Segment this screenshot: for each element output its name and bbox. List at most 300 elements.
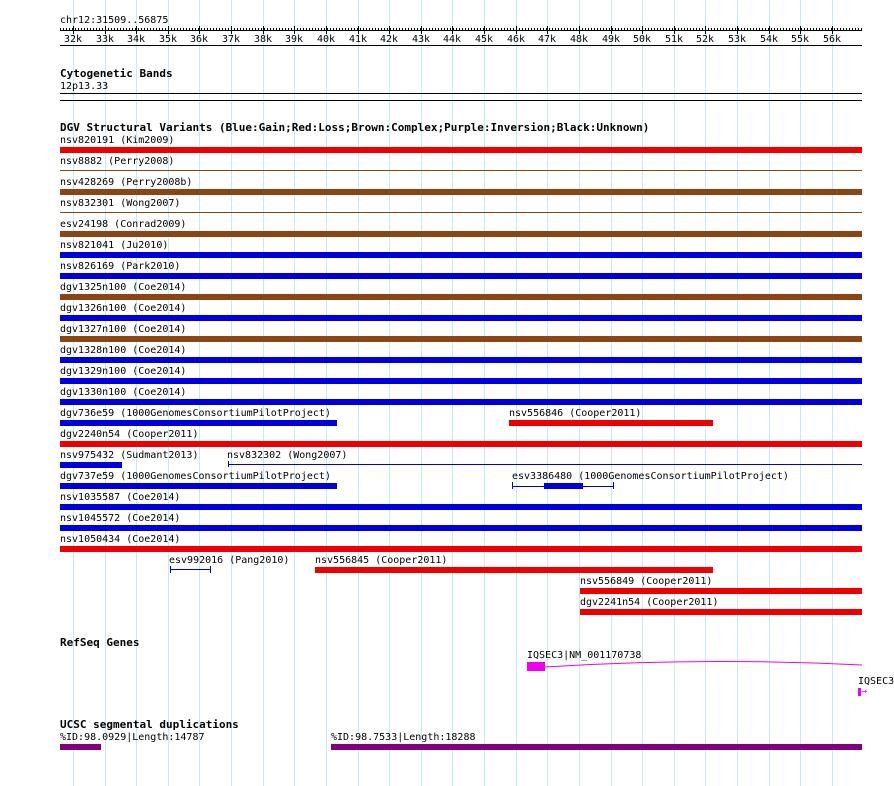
dgv-feature-esv992016-start [170,566,171,573]
ruler-minor-tick [252,28,253,31]
ruler-minor-tick [597,28,598,31]
dgv-label-esv3386480[interactable]: esv3386480 (1000GenomesConsortiumPilotProject) [512,471,789,482]
dgv-label-nsv1035587[interactable]: nsv1035587 (Coe2014) [60,492,181,503]
ruler-minor-tick [438,28,439,31]
ruler-minor-tick [126,28,127,31]
dgv-label-nsv1050434[interactable]: nsv1050434 (Coe2014) [60,534,181,545]
ruler-tick-label: 42k [379,34,399,45]
ruler-minor-tick [309,28,310,31]
dgv-feature-nsv832301[interactable] [60,212,862,213]
ruler-minor-tick [513,28,514,31]
dgv-label-nsv556845[interactable]: nsv556845 (Cooper2011) [315,555,448,566]
dgv-feature-nsv556846[interactable] [509,420,713,426]
ruler-minor-tick [303,28,304,31]
ruler-minor-tick [630,28,631,31]
ruler-minor-tick [399,28,400,31]
dgv-label-dgv1325n100[interactable]: dgv1325n100 (Coe2014) [60,282,187,293]
ruler-minor-tick [192,28,193,31]
ruler-minor-tick [93,28,94,31]
ruler-minor-tick [429,28,430,31]
dgv-feature-nsv826169[interactable] [60,273,862,279]
ruler-minor-tick [492,28,493,31]
ruler-minor-tick [288,28,289,31]
ruler-minor-tick [261,28,262,31]
ruler-minor-tick [651,28,652,31]
dgv-label-nsv556846[interactable]: nsv556846 (Cooper2011) [509,408,642,419]
ruler-minor-tick [243,28,244,31]
dgv-label-dgv1326n100[interactable]: dgv1326n100 (Coe2014) [60,303,187,314]
segdup-label-2[interactable]: %ID:98.7533|Length:18288 [331,732,476,743]
ruler-tick-label: 52k [695,34,715,45]
ruler-minor-tick [360,28,361,31]
ruler-minor-tick [606,28,607,31]
ruler-tick-label: 41k [348,34,368,45]
grid-line [452,0,453,786]
ruler-minor-tick [804,28,805,31]
dgv-label-dgv1327n100[interactable]: dgv1327n100 (Coe2014) [60,324,187,335]
dgv-label-nsv821041[interactable]: nsv821041 (Ju2010) [60,240,169,251]
dgv-feature-nsv428269[interactable] [60,189,862,195]
ruler-minor-tick [834,28,835,31]
ruler-minor-tick [393,28,394,31]
ruler-tick [73,26,74,34]
ruler-minor-tick [381,28,382,31]
ruler-minor-tick [636,28,637,31]
ruler-minor-tick [111,28,112,31]
ruler-minor-tick [624,28,625,31]
ruler-minor-tick [330,28,331,31]
ruler-minor-tick [510,28,511,31]
ruler-minor-tick [81,28,82,31]
ruler-minor-tick [777,28,778,31]
dgv-feature-dgv1330n100[interactable] [60,399,862,405]
grid-line [484,0,485,786]
ruler-minor-tick [543,28,544,31]
ruler-minor-tick [681,28,682,31]
segdup-feature-2[interactable] [331,744,862,750]
ruler-minor-tick [369,28,370,31]
ruler-tick-label: 54k [759,34,779,45]
ruler-minor-tick [849,28,850,31]
dgv-label-dgv736e59[interactable]: dgv736e59 (1000GenomesConsortiumPilotProject) [60,408,331,419]
ruler-minor-tick [246,28,247,31]
ruler-minor-tick [789,28,790,31]
ruler-minor-tick [222,28,223,31]
ruler-minor-tick [300,28,301,31]
ruler-minor-tick [570,28,571,31]
ruler-tick-label: 47k [537,34,557,45]
ruler-minor-tick [348,28,349,31]
ruler-minor-tick [342,28,343,31]
ruler-minor-tick [66,28,67,31]
ruler-tick-label: 33k [95,34,115,45]
ruler-minor-tick [531,28,532,31]
dgv-label-nsv8882[interactable]: nsv8882 (Perry2008) [60,156,175,167]
ruler-minor-tick [657,28,658,31]
ruler-minor-tick [183,28,184,31]
ruler-minor-tick [756,28,757,31]
ruler-minor-tick [528,28,529,31]
dgv-label-nsv428269[interactable]: nsv428269 (Perry2008b) [60,177,193,188]
ruler-minor-tick [699,28,700,31]
ruler-minor-tick [792,28,793,31]
ruler-minor-tick [351,28,352,31]
ruler-tick-label: 37k [221,34,241,45]
ruler-minor-tick [672,28,673,31]
ruler-minor-tick [831,28,832,31]
ruler-minor-tick [378,28,379,31]
ruler-minor-tick [318,28,319,31]
ruler-tick-label: 56k [822,34,842,45]
ruler-minor-tick [735,28,736,31]
ruler-minor-tick [426,28,427,31]
dgv-feature-nsv832302[interactable] [228,464,862,465]
ruler-minor-tick [147,28,148,31]
ruler-minor-tick [750,28,751,31]
dgv-feature-esv3386480-block[interactable] [544,483,583,489]
ruler-minor-tick [837,28,838,31]
ruler-minor-tick [525,28,526,31]
dgv-feature-nsv821041[interactable] [60,252,862,258]
ruler-minor-tick [294,28,295,31]
ruler-minor-tick [456,28,457,31]
ruler-minor-tick [219,28,220,31]
refseq-gene-intron-1[interactable] [545,659,862,669]
ruler-minor-tick [387,28,388,31]
ruler-minor-tick [519,28,520,31]
ruler-minor-tick [162,28,163,31]
ruler-minor-tick [840,28,841,31]
ruler-tick-label: 50k [632,34,652,45]
ruler-minor-tick [333,28,334,31]
ruler-minor-tick [84,28,85,31]
ruler-minor-tick [144,28,145,31]
ruler-minor-tick [549,28,550,31]
dgv-feature-nsv556849[interactable] [580,588,862,594]
ruler-minor-tick [249,28,250,31]
ruler-minor-tick [501,28,502,31]
ruler-minor-tick [414,28,415,31]
ruler-minor-tick [237,28,238,31]
ruler-minor-tick [720,28,721,31]
ruler-minor-tick [354,28,355,31]
ruler-minor-tick [408,28,409,31]
ruler-minor-tick [327,28,328,31]
ruler-minor-tick [483,28,484,31]
ruler-minor-tick [459,28,460,31]
dgv-feature-dgv1327n100[interactable] [60,336,862,342]
ruler-minor-tick [471,28,472,31]
dgv-track-title[interactable]: DGV Structural Variants (Blue:Gain;Red:Loss;Brown:Complex;Purple:Inversion;Black:Unknown) [60,121,650,134]
ruler-minor-tick [480,28,481,31]
ruler-minor-tick [816,28,817,31]
ruler-minor-tick [498,28,499,31]
ruler-minor-tick [675,28,676,31]
ruler-minor-tick [240,28,241,31]
ruler-coordinate: chr12:31509..56875 [60,15,169,26]
dgv-feature-dgv1326n100[interactable] [60,315,862,321]
ruler-minor-tick [567,28,568,31]
ruler-minor-tick [690,28,691,31]
ruler-minor-tick [210,28,211,31]
dgv-label-dgv1328n100[interactable]: dgv1328n100 (Coe2014) [60,345,187,356]
dgv-feature-esv992016[interactable] [170,569,211,570]
strand-arrow-icon: → [861,686,868,697]
ruler-minor-tick [732,28,733,31]
ruler-minor-tick [444,28,445,31]
ruler-minor-tick [705,28,706,31]
ruler-minor-tick [618,28,619,31]
dgv-feature-dgv1329n100[interactable] [60,378,862,384]
ruler-minor-tick [648,28,649,31]
dgv-feature-nsv8882[interactable] [60,170,862,171]
ruler-minor-tick [702,28,703,31]
ruler-minor-tick [759,28,760,31]
refseq-gene-label-2[interactable]: IQSEC3 [858,676,894,687]
ruler-minor-tick [159,28,160,31]
ruler-minor-tick [432,28,433,31]
ruler-minor-tick [564,28,565,31]
ruler-tick [769,26,770,34]
ruler-minor-tick [582,28,583,31]
ruler-minor-tick [747,28,748,31]
ruler-minor-tick [321,28,322,31]
ruler-minor-tick [546,28,547,31]
ruler-minor-tick [174,28,175,31]
ruler-minor-tick [555,28,556,31]
ruler-tick-label: 51k [664,34,684,45]
refseq-gene-exon-1[interactable] [527,662,545,671]
dgv-label-nsv832301[interactable]: nsv832301 (Wong2007) [60,198,181,209]
dgv-feature-dgv2241n54[interactable] [580,609,862,615]
dgv-label-nsv556849[interactable]: nsv556849 (Cooper2011) [580,576,713,587]
dgv-label-dgv737e59[interactable]: dgv737e59 (1000GenomesConsortiumPilotProject) [60,471,331,482]
ruler-minor-tick [552,28,553,31]
ruler-minor-tick [852,28,853,31]
ruler-minor-tick [660,28,661,31]
ruler-minor-tick [75,28,76,31]
dgv-label-nsv1045572[interactable]: nsv1045572 (Coe2014) [60,513,181,524]
ruler-tick-label: 39k [284,34,304,45]
ruler-minor-tick [306,28,307,31]
ruler-minor-tick [726,28,727,31]
ruler-minor-tick [336,28,337,31]
ruler-minor-tick [486,28,487,31]
ruler-minor-tick [153,28,154,31]
ruler-minor-tick [120,28,121,31]
dgv-feature-nsv556845[interactable] [315,567,713,573]
ruler-tick [358,26,359,34]
ruler-minor-tick [231,28,232,31]
ruler-minor-tick [453,28,454,31]
dgv-label-nsv826169[interactable]: nsv826169 (Park2010) [60,261,181,272]
ruler-minor-tick [516,28,517,31]
ruler-minor-tick [435,28,436,31]
dgv-feature-dgv736e59[interactable] [60,420,337,426]
ruler-minor-tick [795,28,796,31]
ruler-tick-label: 55k [790,34,810,45]
ruler-minor-tick [102,28,103,31]
ruler-minor-tick [696,28,697,31]
cytoband-label[interactable]: 12p13.33 [60,81,109,92]
ruler-tick-label: 44k [442,34,462,45]
ruler-minor-tick [645,28,646,31]
dgv-label-dgv1329n100[interactable]: dgv1329n100 (Coe2014) [60,366,187,377]
ruler-minor-tick [225,28,226,31]
ruler-minor-tick [357,28,358,31]
ruler-minor-tick [78,28,79,31]
dgv-label-esv24198[interactable]: esv24198 (Conrad2009) [60,219,187,230]
ruler-minor-tick [585,28,586,31]
ruler-minor-tick [711,28,712,31]
dgv-label-nsv832302[interactable]: nsv832302 (Wong2007) [227,450,348,461]
dgv-label-nsv820191[interactable]: nsv820191 (Kim2009) [60,135,175,146]
ruler-minor-tick [204,28,205,31]
ruler-minor-tick [846,28,847,31]
ruler-minor-tick [117,28,118,31]
ruler-tick-label: 34k [126,34,146,45]
ruler-tick-label: 49k [601,34,621,45]
dgv-feature-nsv1050434[interactable] [60,546,862,552]
ruler-minor-tick [774,28,775,31]
ruler-minor-tick [216,28,217,31]
ruler-minor-tick [384,28,385,31]
ruler-tick [832,26,833,34]
ruler-tick-label: 45k [474,34,494,45]
ruler-minor-tick [855,28,856,31]
ruler-tick-label: 48k [569,34,589,45]
cytoband-bottom-line [60,100,862,101]
ruler-minor-tick [744,28,745,31]
dgv-label-nsv975432[interactable]: nsv975432 (Sudmant2013) [60,450,199,461]
ruler-minor-tick [282,28,283,31]
ruler-minor-tick [465,28,466,31]
dgv-label-dgv2240n54[interactable]: dgv2240n54 (Cooper2011) [60,429,199,440]
segdup-track-title[interactable]: UCSC segmental duplications [60,718,239,731]
ruler-minor-tick [666,28,667,31]
ruler-minor-tick [195,28,196,31]
ruler-minor-tick [213,28,214,31]
dgv-feature-nsv1045572[interactable] [60,525,862,531]
ruler-minor-tick [786,28,787,31]
ruler-minor-tick [642,28,643,31]
dgv-label-dgv1330n100[interactable]: dgv1330n100 (Coe2014) [60,387,187,398]
grid-line [199,0,200,786]
ruler-minor-tick [654,28,655,31]
dgv-feature-nsv820191[interactable] [60,147,862,153]
ruler-minor-tick [129,28,130,31]
dgv-feature-dgv1325n100[interactable] [60,294,862,300]
grid-line [516,0,517,786]
ruler-minor-tick [285,28,286,31]
ruler-minor-tick [339,28,340,31]
ruler-minor-tick [69,28,70,31]
grid-line [294,0,295,786]
ruler-minor-tick [798,28,799,31]
ruler-minor-tick [663,28,664,31]
grid-line [263,0,264,786]
ruler-minor-tick [417,28,418,31]
ruler-minor-tick [678,28,679,31]
dgv-feature-nsv975432[interactable] [60,462,122,468]
ruler-minor-tick [558,28,559,31]
ruler-tick-label: 43k [411,34,431,45]
grid-line [326,0,327,786]
grid-line [231,0,232,786]
ruler-tick-label: 32k [63,34,83,45]
ruler-minor-tick [150,28,151,31]
ruler-minor-tick [132,28,133,31]
ruler-minor-tick [390,28,391,31]
ruler-minor-tick [207,28,208,31]
ruler-minor-tick [135,28,136,31]
ruler-minor-tick [462,28,463,31]
ruler-minor-tick [858,28,859,31]
ruler-minor-tick [780,28,781,31]
ruler-minor-tick [540,28,541,31]
cytoband-track-title[interactable]: Cytogenetic Bands [60,67,173,80]
ruler-minor-tick [579,28,580,31]
dgv-feature-esv3386480-start [512,482,513,489]
ruler-minor-tick [621,28,622,31]
ruler-minor-tick [600,28,601,31]
ruler-minor-tick [669,28,670,31]
ruler-minor-tick [609,28,610,31]
ruler-minor-tick [615,28,616,31]
dgv-feature-nsv1035587[interactable] [60,504,862,510]
ruler-minor-tick [684,28,685,31]
ruler-minor-tick [723,28,724,31]
ruler-minor-tick [363,28,364,31]
ruler-minor-tick [477,28,478,31]
segdup-feature-1[interactable] [60,744,101,750]
ruler-minor-tick [402,28,403,31]
ruler-minor-tick [843,28,844,31]
dgv-feature-dgv1328n100[interactable] [60,357,862,363]
ruler-minor-tick [729,28,730,31]
ruler-minor-tick [561,28,562,31]
refseq-gene-label-1[interactable]: IQSEC3|NM_001170738 [527,650,642,661]
ruler-minor-tick [450,28,451,31]
ruler-baseline [60,45,862,46]
ruler-minor-tick [489,28,490,31]
segdup-label-1[interactable]: %ID:98.0929|Length:14787 [60,732,205,743]
ruler-minor-tick [264,28,265,31]
ruler-minor-tick [765,28,766,31]
ruler-minor-tick [138,28,139,31]
dgv-feature-dgv737e59[interactable] [60,483,337,489]
ruler-minor-tick [228,28,229,31]
ruler-minor-tick [276,28,277,31]
dgv-feature-dgv2240n54[interactable] [60,441,862,447]
dgv-feature-esv24198[interactable] [60,231,862,237]
ruler-minor-tick [255,28,256,31]
ruler-minor-tick [822,28,823,31]
dgv-label-dgv2241n54[interactable]: dgv2241n54 (Cooper2011) [580,597,719,608]
ruler-minor-tick [60,28,61,31]
ruler-minor-tick [708,28,709,31]
grid-line [358,0,359,786]
grid-line [389,0,390,786]
ruler-minor-tick [177,28,178,31]
ruler-minor-tick [687,28,688,31]
ruler-minor-tick [165,28,166,31]
ruler-minor-tick [825,28,826,31]
refseq-track-title[interactable]: RefSeq Genes [60,636,140,649]
dgv-label-esv992016[interactable]: esv992016 (Pang2010) [169,555,290,566]
ruler-minor-tick [474,28,475,31]
dgv-feature-esv992016-end [210,566,211,573]
